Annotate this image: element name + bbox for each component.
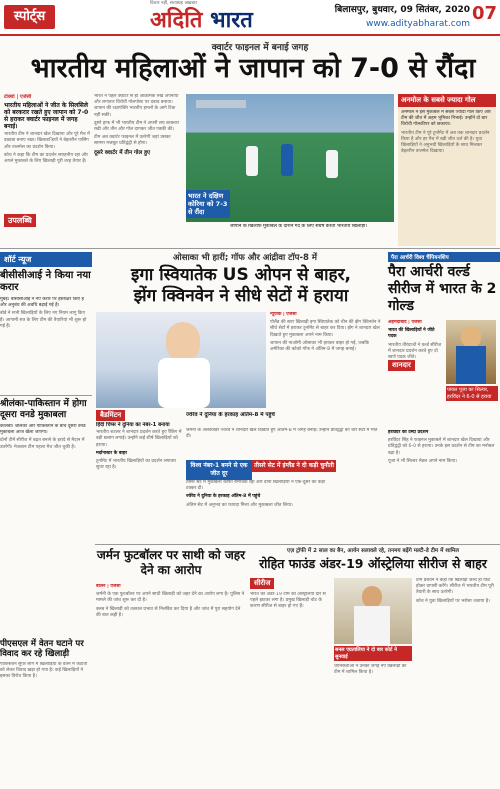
divider bbox=[95, 544, 500, 545]
archery-sub: भारत की खिलाड़ियों ने जीते पदक bbox=[388, 328, 435, 340]
archery-sub2: हरविंदर का उम्दा प्रदर्शन bbox=[388, 430, 429, 435]
divider bbox=[0, 395, 92, 396]
rohit-tag: सीरीज bbox=[250, 578, 274, 589]
player-body bbox=[354, 606, 390, 644]
rohit-col-2: चयनकर्ताओं ने उनकी जगह नए खिलाड़ी को टीम में शामिल किया है। bbox=[334, 664, 407, 676]
short-news-2-head: श्रीलंका-पाकिस्तान में होगा दूसरा वनडे मुकाबला bbox=[0, 399, 87, 420]
rohit-photo bbox=[334, 578, 412, 644]
lead-side-sub: दूसरे क्वार्टर में तीन गोल हुए bbox=[94, 149, 151, 156]
short-news-1-head: बीसीसीआई ने किया नया करार bbox=[0, 270, 91, 293]
mid-head: ज्वेरेव ने दुनिया के हरकाह अंतिम-8 में पहुंचे bbox=[186, 412, 275, 418]
archer-photo bbox=[446, 320, 496, 384]
logo bbox=[150, 4, 253, 34]
logo-part-1: अदिति bbox=[150, 7, 203, 33]
left-sidebar bbox=[0, 252, 92, 632]
second-byline: न्यूयॉर्क | एजेंसी bbox=[270, 312, 297, 317]
short-news-2-para: कोलंबो। श्रीलंका और पाकिस्तान के बीच दूसरा वनडे मुकाबला आज खेला जाएगा। bbox=[0, 424, 86, 436]
lead-caption: जापान के खिलाफ मुकाबले के दौरान गेंद के लिए संघर्ष करती भारतीय खिलाड़ी। bbox=[230, 224, 368, 229]
rohit-kicker: एज़ ट्रॉफी में 2 साल का बैन, आर्यन सलावले रहे, तनमय बढ़ेंगे मल्टी-डे टीम में शामिल bbox=[287, 548, 459, 554]
box-third-set: तीसरे सेट में इंग्लैंड ने दी कड़ी चुनौती bbox=[252, 460, 336, 472]
badminton-col: हिंदी चिप्स ने दुनिया का नंबर-1 बनाया भारतीय शटलर ने शानदार प्रदर्शन करते हुए रैंकिंग में बड़ी छलांग लगाई। उन्होंने कई शीर्ष खिलाड़ियों को हराया। मर्दानास्टर के बाहर टूर्नामेंट में भारतीय खिलाड़ियों का प्रदर्शन लगातार सुधर रहा है। bbox=[96, 422, 182, 471]
short-news-1-para: मुंबई। बीसीसीआई ने नए करार पर हस्ताक्षर किए हैं और अनुबंध की अवधि बढ़ाई गई है। bbox=[0, 297, 84, 309]
second-headline-line1: इगा स्वियातेक US ओपन से बाहर, bbox=[131, 265, 351, 285]
divider bbox=[0, 248, 500, 249]
right-box-para: अनमोल ने इस मुकाबले में सबसे ज्यादा गोल किए और टीम की जीत में अहम भूमिका निभाई। उन्होंने दो बार विरोधी गोलकीपर को छकाया। bbox=[401, 110, 491, 128]
german-byline: बर्लिन | एजेंसी bbox=[96, 584, 121, 589]
psl-head: पीएसएल में वेतन घटाने पर विवाद कर रहे खिलाड़ी bbox=[0, 639, 84, 659]
german-text: बर्लिन | एजेंसी जर्मनी के एक फुटबॉलर पर अपने साथी खिलाड़ी को जहर देने का आरोप लगा है। पुलिस ने मामले की जांच शुरू कर दी है। क्लब ने खिलाड़ी को तत्काल प्रभाव से निलंबित कर दिया है और जांच में पूरा सहयोग देने की बात कही है। bbox=[96, 584, 245, 618]
masthead bbox=[0, 0, 500, 36]
player-face bbox=[362, 586, 382, 608]
player-figure bbox=[281, 144, 293, 176]
lead-kicker: क्वार्टर फाइनल में बनाई जगह bbox=[211, 43, 309, 53]
header-right bbox=[335, 3, 470, 31]
mid-text: जर्मनी के अलेक्जेंडर ज्वेरेव ने शानदार खेल दिखाते हुए अंतिम-8 में जगह बनाई। उन्होंने प्रतिद्वंद्वी को चार सेटों में मात दी। bbox=[186, 428, 378, 440]
archer-body bbox=[456, 346, 486, 384]
archery-caption: पायल पूजा का सिल्वर, हरविंदर ने 6-0 से हराया bbox=[446, 386, 498, 401]
tagline: विचार नहीं, सत्याग्रह अखबार bbox=[150, 1, 198, 6]
player-body bbox=[158, 358, 210, 408]
second-headline-line2: झेंग क्विनवेन ने सीधे सेटों में हराया bbox=[133, 286, 349, 306]
box-rank: विश्व नंबर-1 बनने से एक जीत दूर bbox=[186, 460, 252, 480]
right-box-text: अनमोल ने इस मुकाबले में सबसे ज्यादा गोल किए और टीम की जीत में अहम भूमिका निभाई। उन्होंने दो बार विरोधी गोलकीपर को छकाया। भारतीय टीम ने पूरे टूर्नामेंट में अब तक शानदार प्रदर्शन किया है और हर मैच में बड़ी जीत दर्ज की है। युवा खिलाड़ियों ने अनुभवी खिलाड़ियों के साथ मिलकर बेहतरीन तालमेल दिखाया। bbox=[401, 110, 493, 242]
mid-sub2: ज्वेरेव ने दुनिया के हरकाह अंतिम-8 में पहुंचे bbox=[186, 494, 261, 500]
lead-headline: भारतीय महिलाओं ने जापान को 7-0 से रौंदा bbox=[30, 53, 476, 84]
second-headline bbox=[96, 265, 386, 307]
second-col-text: न्यूयॉर्क | एजेंसी पोलैंड की स्टार खिलाड़ी इगा स्वियातेक को चीन की झेंग क्विनवेन ने सीधे सेटों में हराकर टूर्नामेंट से बाहर कर दिया। झेंग ने शानदार खेल दिखाते हुए मुकाबला अपने नाम किया। जापान की नाओमी ओसाका भी हारकर बाहर हो गईं, जबकि अमेरिका की कोको गॉफ ने अंतिम-8 में जगह बनाई। bbox=[270, 312, 381, 353]
rohit-headline: रोहित फाउंड अंडर-19 ऑस्ट्रेलिया सीरीज से बाहर bbox=[259, 556, 487, 571]
lead-col-1: टोक्यो | एजेंसी भारतीय महिलाओं ने जीत के सिलसिले को बरकरार रखते हुए जापान को 7-0 से हराकर क्वार्टर फाइनल में जगह बनाई। भारतीय टीम ने शानदार खेल दिखाया और पूरे मैच में दबदबा बनाए रखा। खिलाड-िड़यों ने बेहतरीन पासिंग और तालमेल का प्रदर्शन किया। कोच ने कहा कि टीम का प्रदर्शन सराहनीय रहा और अगले मुकाबले के लिए खिलाड़ी पूरी तरह तैयार हैं। bbox=[4, 94, 90, 165]
stand bbox=[196, 100, 246, 108]
website: www.adityabharat.com bbox=[366, 19, 470, 29]
lead-intro: भारतीय महिलाओं ने जीत के सिलसिले को बरकरार रखते हुए जापान को 7-0 से हराकर क्वार्टर फाइनल में जगह बनाई। bbox=[4, 102, 89, 131]
lead-col-2: भारत ने पहले क्वार्टर से ही आक्रामक रुख अपनाया और लगातार विरोधी गोलपोस्ट पर दबाव बनाया। जापान की रक्षापंक्ति भारतीय हमलों के आगे टिक नहीं सकी। दूसरे हाफ में भी भारतीय टीम ने अपनी लय बरकरार रखी और तीन और गोल दागकर जीत पक्की की। टीम अब क्वार्टर फाइनल में उतरेगी जहां उसका सामना मजबूत प्रतिद्वंद्वी से होगा। दूसरे क्वार्टर में तीन गोल हुए bbox=[94, 94, 182, 239]
lead-byline: टोक्यो | एजेंसी bbox=[4, 94, 32, 100]
bottom-left-sidebar bbox=[0, 636, 92, 786]
badminton-tag: बैडमिंटन bbox=[96, 410, 125, 421]
section-tag: स्पोर्ट्स bbox=[4, 5, 55, 29]
rohit-col-1: भारत की अंडर-19 टीम को ऑस्ट्रेलिया दौरे से पहले झटका लगा है। प्रमुख खिलाड़ी चोट के कारण सीरीज से बाहर हो गए हैं। bbox=[250, 592, 326, 610]
german-headline: जर्मन फुटबॉलर पर साथी को जहर देने का आरोप bbox=[96, 548, 246, 577]
right-box-title: अनमोल के सबसे ज्यादा गोल bbox=[398, 94, 496, 107]
lead-side-tag: उपलब्धि bbox=[4, 214, 36, 227]
psl-text: पाकिस्तान सुपर लीग में खिलाड़ियों के वेतन में कटौती को लेकर विवाद खड़ा हो गया है। कई खिलाड़ियों ने इसका विरोध किया है। bbox=[0, 662, 88, 680]
city-date: बिलासपुर, बुधवार, 09 सितंबर, 2020 bbox=[334, 5, 470, 15]
archery-headline: पैरा आर्चरी वर्ल्ड सीरीज में भारत के 2 गोल्ड bbox=[388, 264, 497, 314]
player-figure bbox=[246, 146, 258, 176]
rohit-box: सनल एग्रतालिया ने दो बार कोर्ट ने सुनवाई bbox=[334, 646, 412, 661]
tennis-photo bbox=[96, 312, 266, 408]
mid-text-2: तीसरे सेट में मुकाबला काफी रोमांचक रहा और दोनों खिलाड़ियों ने एक-दूसरे को कड़ी टक्कर दी। ज्वेरेव ने दुनिया के हरकाह अंतिम-8 में पहुंचे अंतिम सेट में अनुभव का फायदा मिला और मुकाबला जीत लिया। bbox=[186, 480, 332, 540]
archery-label: पैरा आर्चरी विश्व चैंपियनशिप bbox=[388, 252, 500, 262]
logo-part-2: भारत bbox=[210, 7, 253, 33]
page-number: 07 bbox=[471, 3, 497, 24]
player-figure bbox=[326, 150, 338, 178]
archer-face bbox=[461, 326, 481, 348]
archery-byline: अहमदाबाद | एजेंसी bbox=[388, 320, 422, 325]
short-news-head: शॉर्ट न्यूज bbox=[0, 252, 92, 267]
archery-col-2: हरविंदर का उम्दा प्रदर्शन हरविंदर सिंह ने फाइनल मुकाबले में शानदार खेल दिखाया और प्रतिद्वंद्वी को 6-0 से हराया। उनके इस प्रदर्शन से टीम का मनोबल बढ़ा है। पूजा ने भी सिल्वर मेडल अपने नाम किया। bbox=[388, 430, 495, 464]
lead-badge: भारत ने दक्षिण कोरिया को 7-3 से रौंदा bbox=[186, 190, 230, 218]
player-face bbox=[166, 322, 200, 362]
rohit-col-3: टीम प्रबंधन ने कहा कि खिलाड़ी जल्द ही फिट होकर वापसी करेंगे। सीरीज में भारतीय टीम पूरी तैयारी के साथ उतरेगी। कोच ने युवा खिलाड़ियों पर भरोसा जताया है। bbox=[416, 578, 494, 604]
archery-col-1: अहमदाबाद | एजेंसी भारत की खिलाड़ियों ने जीते पदक भारतीय तीरंदाजों ने वर्ल्ड सीरीज में शानदार प्रदर्शन करते हुए दो स्वर्ण पदक जीते। bbox=[388, 320, 442, 361]
short-news-2-text: कोलंबो। श्रीलंका और पाकिस्तान के बीच दूसरा वनडे मुकाबला आज खेला जाएगा। दोनों टीमें सीरीज में बढ़त बनाने के इरादे से मैदान में उतरेंगी। मेजबान टीम पहला मैच जीत चुकी है। bbox=[0, 424, 90, 534]
archery-tag: शानदार bbox=[388, 360, 415, 371]
second-kicker: ओसाका भी हारीं; गॉफ और आंद्रीवा टॉप-8 में bbox=[173, 253, 317, 263]
badminton-sub: हिंदी चिप्स ने दुनिया का नंबर-1 बनाया bbox=[96, 422, 170, 428]
badminton-sub3: मर्दानास्टर के बाहर bbox=[96, 450, 127, 456]
right-box bbox=[398, 94, 496, 246]
short-news-1-text: मुंबई। बीसीसीआई ने नए करार पर हस्ताक्षर किए हैं और अनुबंध की अवधि बढ़ाई गई है। बोर्ड ने सभी खिलाड़ियों के लिए नए नियम लागू किए हैं। आगामी सत्र के लिए टीम की तैयारियां भी शुरू हो गई हैं। bbox=[0, 297, 90, 392]
